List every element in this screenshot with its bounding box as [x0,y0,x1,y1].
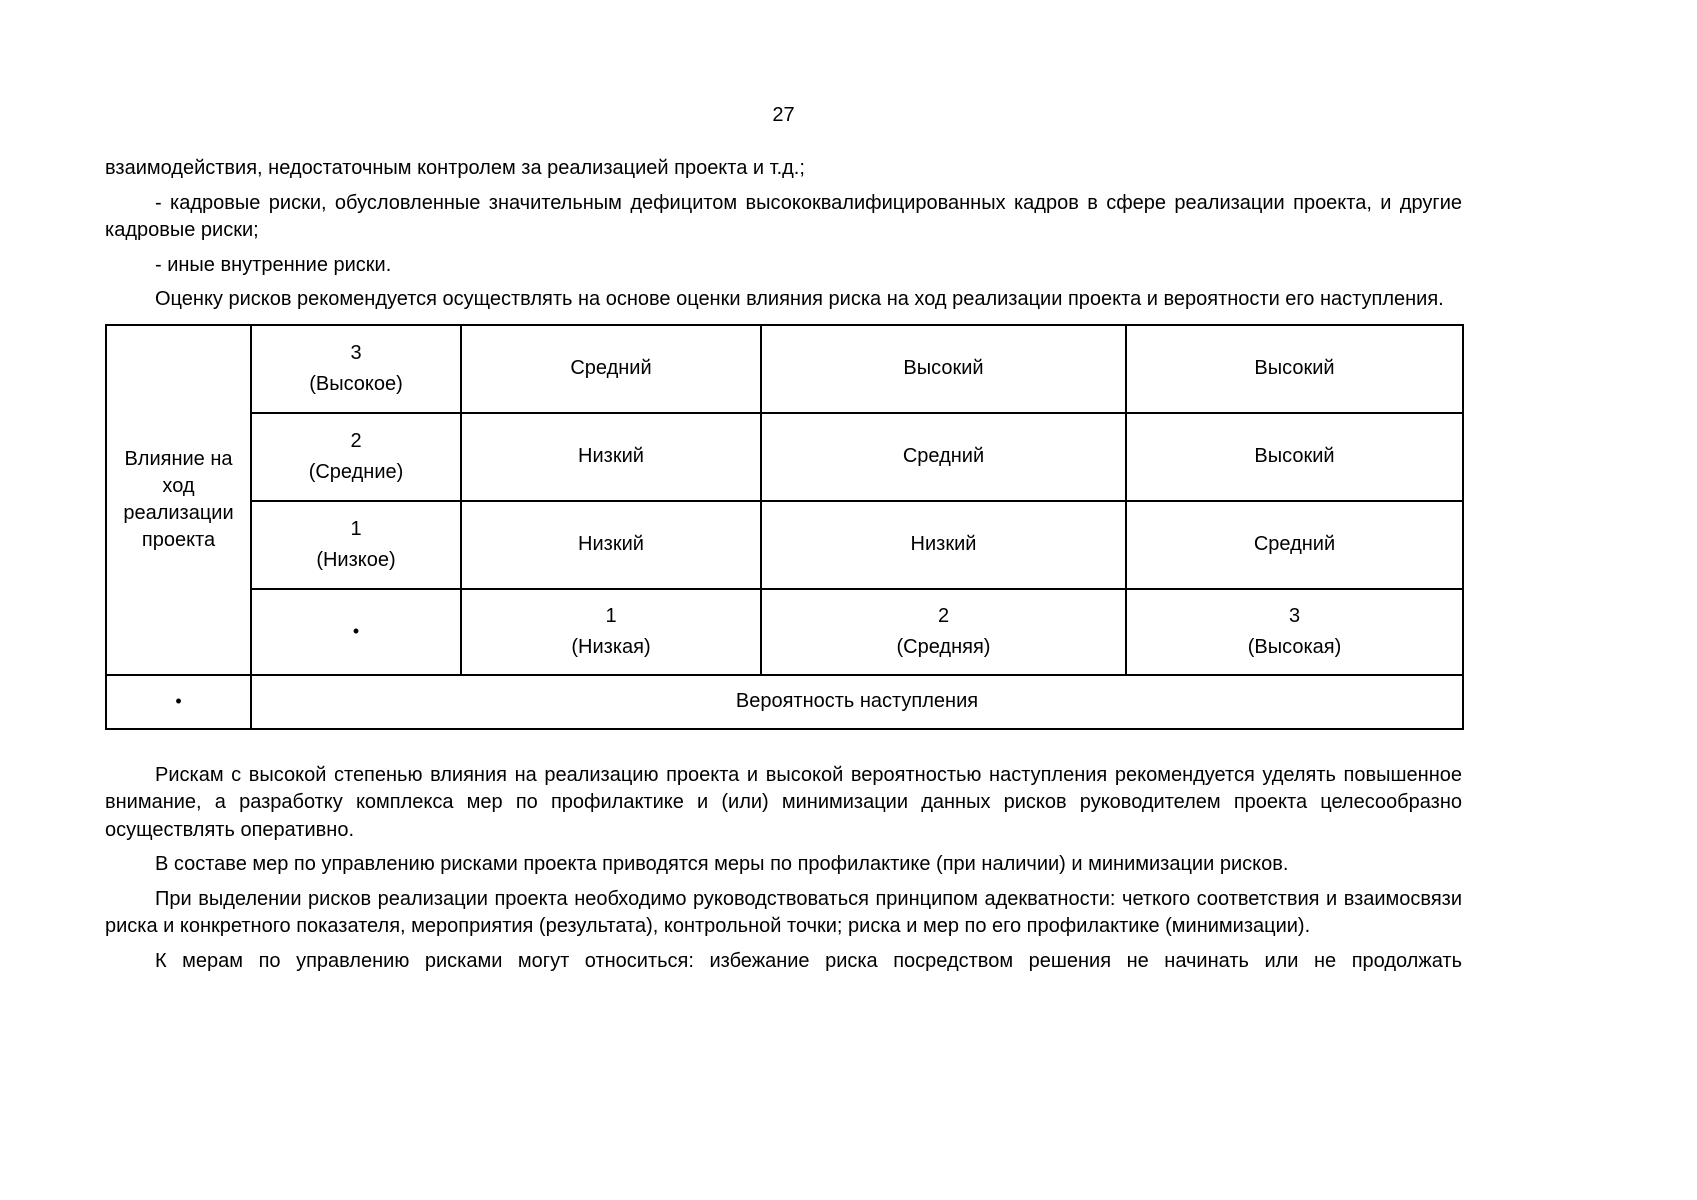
paragraph-hr-risks: - кадровые риски, обусловленные значительным дефицитом высококвалифицированных кадров в сфере реализации проекта, и другие кадровые риски; [105,191,1462,241]
probability-axis-cell: Вероятность наступления [251,675,1463,729]
paragraph-avoidance: К мерам по управлению рисками могут относиться: избежание риска посредством решения не начинать или не продолжать [155,949,1462,972]
risk-matrix-table [105,324,1464,730]
probability-level-name: (Средняя) [896,635,991,658]
table-row-impact-low [106,501,1463,589]
paragraph-assessment: Оценку рисков рекомендуется осуществлять на основе оценки влияния риска на ход реализации проекта и вероятности его наступления. [155,288,1444,310]
impact-axis-cell [106,325,251,675]
matrix-cell: Высокий [761,325,1126,413]
bullet-marker: • [175,691,182,711]
impact-level-name: (Средние) [308,460,404,483]
probability-level-cell [461,589,761,675]
bullet-marker: • [352,621,360,641]
matrix-cell: Средний [1126,501,1463,589]
probability-level-name: (Высокая) [1247,635,1342,658]
axis-bullet-cell [106,675,251,729]
matrix-cell: Низкий [761,501,1126,589]
paragraph-other-risks: - иные внутренние риски. [155,253,392,276]
probability-level-number: 2 [937,604,950,627]
probability-level-name: (Низкая) [571,635,651,658]
impact-level-number: 3 [350,341,362,364]
matrix-cell: Низкий [461,413,761,501]
matrix-cell: Высокий [1126,325,1463,413]
matrix-cell: Высокий [1126,413,1463,501]
impact-level-cell [251,325,461,413]
page-content [105,102,1462,982]
page-number: 27 [772,104,795,126]
probability-level-number: 3 [1288,604,1301,627]
paragraph-adequacy: При выделении рисков реализации проекта необходимо руководствоваться принципом адекватности: четкого соответствия и взаимосвязи риска и конкретного показателя, мероприятия (результата), контрольной точки; риска и мер по его профилактике (минимизации). [105,887,1462,937]
paragraph-high-attention: Рискам с высокой степенью влияния на реализацию проекта и высокой вероятностью наступления рекомендуется уделять повышенное внимание, а разработку комплекса мер по профилактике и (или) минимизации данных рисков руководителем проекта целесообразно осуществлять оперативно. [105,763,1462,841]
impact-level-number: 1 [350,517,362,540]
table-row-impact-high [106,325,1463,413]
impact-level-cell [251,501,461,589]
table-row-probability-axis [106,675,1463,729]
impact-level-name: (Высокое) [309,372,403,395]
matrix-cell: Низкий [461,501,761,589]
paragraph-continuation: взаимодействия, недостаточным контролем за реализацией проекта и т.д.; [105,157,805,179]
impact-axis-label: Влияние на ход реализации проекта [123,447,234,551]
impact-level-name: (Низкое) [316,548,396,571]
probability-level-cell [1126,589,1463,675]
probability-level-number: 1 [605,604,617,627]
table-row-probability-levels [106,589,1463,675]
probability-bullet-cell [251,589,461,675]
impact-level-cell [251,413,461,501]
impact-level-number: 2 [350,429,362,452]
table-row-impact-medium [106,413,1463,501]
matrix-cell: Средний [461,325,761,413]
probability-level-cell [761,589,1126,675]
matrix-cell: Средний [761,413,1126,501]
paragraph-measures: В составе мер по управлению рисками проекта приводятся меры по профилактике (при наличии) и минимизации рисков. [155,853,1289,875]
